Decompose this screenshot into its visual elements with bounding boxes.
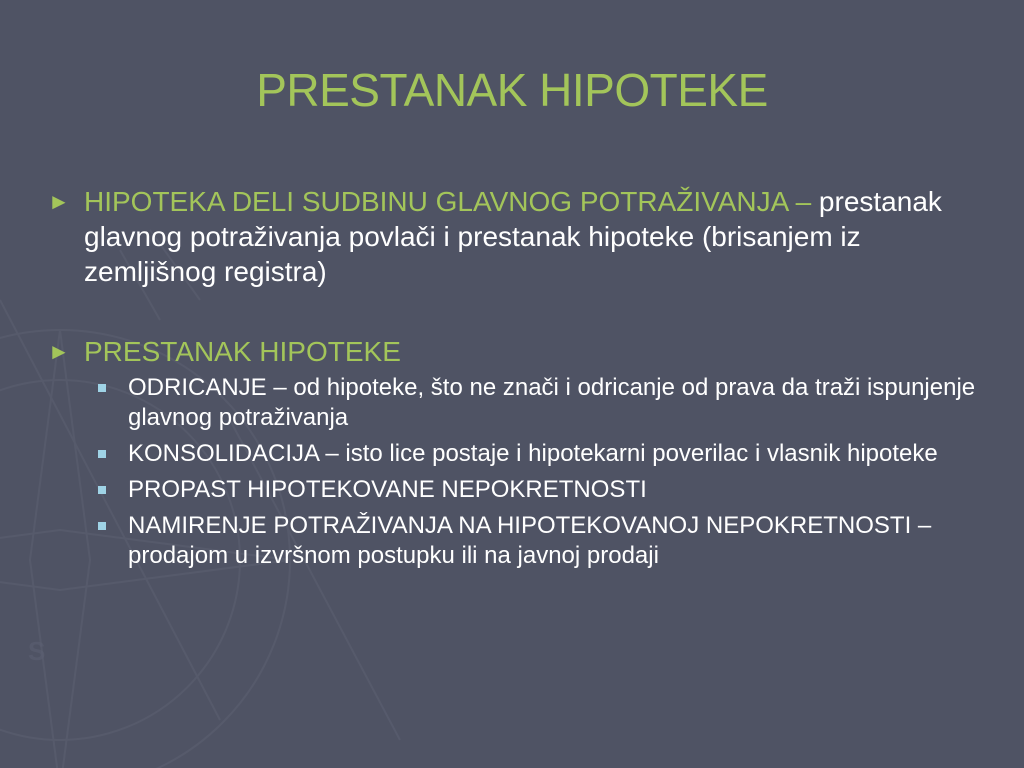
bullet-1-lead: HIPOTEKA DELI SUDBINU GLAVNOG POTRAŽIVANJA – [84,186,812,217]
bullet-item-2 [48,334,998,369]
square-bullet-icon [98,450,106,458]
sub-bullet-item [84,373,998,433]
bullet-1-rest: prestanak glavnog potraživanja povlači i prestanak hipoteke (brisanjem iz zemljišnog registra) [84,186,942,287]
square-bullet-icon [98,522,106,530]
sub-bullet-text: ODRICANJE – od hipoteke, što ne znači i odricanje od prava da traži ispunjenje glavnog potraživanja [128,374,976,431]
bullet-item-1 [48,184,998,289]
sub-bullet-item [84,439,998,469]
bullet-2-lead: PRESTANAK HIPOTEKE [84,336,401,367]
sub-bullet-item [84,511,998,571]
right-pointer-icon: ► [48,339,70,364]
spacer [48,289,998,334]
square-bullet-icon [98,384,106,392]
slide-title: PRESTANAK HIPOTEKE [256,64,768,116]
right-pointer-icon: ► [48,189,70,214]
sub-bullet-text: KONSOLIDACIJA – isto lice postaje i hipotekarni poverilac i vlasnik hipoteke [128,440,938,467]
compass-letter-s: S [28,636,46,666]
sub-bullet-item [84,475,998,505]
sub-bullet-text: PROPAST HIPOTEKOVANE NEPOKRETNOSTI [128,476,647,503]
square-bullet-icon [98,486,106,494]
sub-bullet-text: NAMIRENJE POTRAŽIVANJA NA HIPOTEKOVANOJ NEPOKRETNOSTI – prodajom u izvršnom postupku ili na javnoj prodaji [128,512,932,569]
sub-bullet-list [84,373,998,571]
slide-content [48,184,998,577]
